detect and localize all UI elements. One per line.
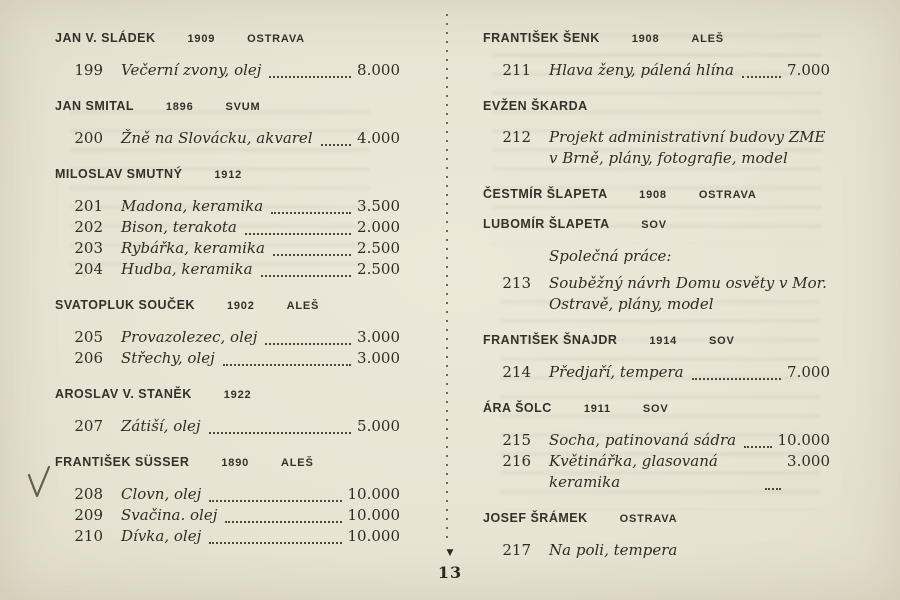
catalog-entry	[55, 60, 400, 81]
entry-title: Zátiší, olej	[121, 417, 201, 435]
catalog-entry	[55, 128, 400, 149]
entry-title: Předjaří, tempera	[549, 363, 684, 381]
artist-section	[55, 166, 400, 280]
dot-leader	[273, 254, 351, 256]
entry-number: 211	[502, 61, 531, 79]
catalog-entry	[55, 196, 400, 217]
right-column	[483, 30, 830, 578]
entry-title: Provazolezec, olej	[121, 328, 258, 346]
entry-title: Žně na Slovácku, akvarel	[121, 129, 313, 147]
artist-place: ALEŠ	[691, 33, 724, 45]
entry-title: Svačina. olej	[121, 506, 218, 524]
artist-header	[55, 297, 400, 315]
entry-price: 2.500	[357, 239, 400, 257]
artist-name: AROSLAV V. STANĚK	[55, 387, 192, 401]
entry-title: Projekt administrativní budovy ZME	[549, 128, 826, 146]
entry-price: 2.500	[357, 260, 400, 278]
artist-header	[483, 98, 830, 115]
catalog-entry	[483, 127, 830, 169]
artist-year: 1896	[165, 101, 194, 113]
catalog-entry	[55, 526, 400, 547]
entry-number: 199	[74, 61, 103, 79]
catalog-entry	[55, 348, 400, 369]
entry-number: 208	[74, 485, 103, 503]
artist-header	[483, 216, 830, 234]
dot-leader	[742, 76, 781, 78]
dot-leader	[692, 378, 781, 380]
artist-section	[483, 98, 830, 169]
entry-title: Na poli, tempera	[549, 541, 678, 559]
entry-title: Madona, keramika	[121, 197, 264, 215]
artist-name: JOSEF ŠRÁMEK	[483, 511, 588, 525]
dot-leader	[265, 343, 351, 345]
artist-header	[483, 510, 830, 528]
artist-section	[483, 332, 830, 383]
dot-leader	[269, 76, 351, 78]
catalog-entry	[483, 60, 830, 81]
artist-year: 1908	[631, 33, 660, 45]
entry-price: 3.000	[787, 452, 830, 470]
entry-title: Květinářka, glasovaná keramika	[549, 452, 718, 491]
dot-leader	[225, 521, 341, 523]
entry-number: 202	[74, 218, 103, 236]
dot-leader	[209, 432, 351, 434]
catalog-entry	[55, 505, 400, 526]
artist-place: OSTRAVA	[619, 513, 678, 525]
entry-price: 10.000	[347, 506, 400, 524]
entry-price: 3.500	[357, 197, 400, 215]
entry-title-line2: Ostravě, plány, model	[549, 295, 714, 313]
artist-name: LUBOMÍR ŠLAPETA	[483, 217, 610, 231]
dot-leader	[261, 275, 351, 277]
entry-title-lines	[549, 127, 825, 169]
entry-title: Večerní zvony, olej	[121, 61, 262, 79]
entry-title: Hudba, keramika	[121, 260, 253, 278]
entry-price: 4.000	[357, 129, 400, 147]
catalog-entry	[55, 327, 400, 348]
entry-title: Dívka, olej	[121, 527, 202, 545]
left-column	[55, 30, 400, 564]
artist-place: SOV	[709, 335, 735, 347]
artist-header	[483, 186, 830, 204]
catalog-entry	[55, 238, 400, 259]
artist-year: 1908	[639, 189, 667, 201]
catalog-entry	[55, 259, 400, 280]
artist-name: MILOSLAV SMUTNÝ	[55, 167, 183, 181]
entry-title: Hlava ženy, pálená hlína	[549, 61, 734, 79]
artist-header	[483, 400, 830, 418]
entry-number: 215	[502, 431, 531, 449]
artist-name: EVŽEN ŠKARDA	[483, 99, 588, 113]
entry-price: 7.000	[787, 363, 830, 381]
entry-price: 8.000	[357, 61, 400, 79]
artist-header	[55, 30, 400, 48]
entry-price: 10.000	[777, 431, 830, 449]
entry-number: 203	[74, 239, 103, 257]
entry-title: Bison, terakota	[121, 218, 237, 236]
artist-name: FRANTIŠEK SÜSSER	[55, 455, 190, 469]
artist-name: FRANTIŠEK ŠNAJDR	[483, 333, 618, 347]
artist-year: 1909	[187, 33, 216, 45]
dot-leader	[321, 144, 351, 146]
entry-number: 210	[74, 527, 103, 545]
dot-leader	[223, 364, 351, 366]
artist-header	[55, 166, 400, 184]
artist-section	[55, 297, 400, 369]
artist-section	[483, 30, 830, 81]
entry-title: Rybářka, keramika	[121, 239, 265, 257]
artist-year: 1902	[226, 300, 255, 312]
artist-header	[55, 454, 400, 472]
joint-work-note: Společná práce:	[549, 247, 672, 265]
entry-title: Souběžný návrh Domu osvěty v Mor.	[549, 274, 827, 292]
artist-section	[55, 386, 400, 437]
artist-header	[483, 332, 830, 350]
artist-name: ÁRA ŠOLC	[483, 401, 552, 415]
artist-place: OSTRAVA	[698, 189, 757, 201]
catalog-entry	[55, 484, 400, 505]
artist-section	[483, 216, 830, 315]
artist-section	[483, 400, 830, 493]
entry-number: 204	[74, 260, 103, 278]
column-divider	[446, 14, 448, 542]
catalog-entry	[55, 416, 400, 437]
entry-title-line2: v Brně, plány, fotografie, model	[549, 149, 788, 167]
entry-number: 205	[74, 328, 103, 346]
entry-number: 201	[74, 197, 103, 215]
entry-price: 5.000	[357, 417, 400, 435]
entry-title-lines	[549, 273, 827, 315]
catalog-entry	[483, 362, 830, 383]
artist-year: 1922	[223, 389, 252, 401]
artist-place: SVUM	[225, 101, 261, 113]
dot-leader	[271, 212, 351, 214]
artist-year: 1890	[221, 457, 250, 469]
entry-number: 207	[74, 417, 103, 435]
entry-title: Clovn, olej	[121, 485, 202, 503]
artist-name: JAN SMITAL	[55, 99, 134, 113]
entry-number: 217	[502, 541, 531, 559]
entry-number: 214	[502, 363, 531, 381]
catalog-entry	[55, 217, 400, 238]
artist-header	[55, 98, 400, 116]
entry-number: 206	[74, 349, 103, 367]
entry-title: Socha, patinovaná sádra	[549, 431, 737, 449]
entry-price: 7.000	[787, 61, 830, 79]
artist-place: SOV	[642, 403, 669, 415]
page-footer	[0, 548, 900, 582]
dot-leader	[245, 233, 351, 235]
artist-name: SVATOPLUK SOUČEK	[55, 298, 195, 312]
entry-price: 3.000	[357, 349, 400, 367]
entry-title: Střechy, olej	[121, 349, 215, 367]
entry-number: 216	[502, 452, 531, 470]
artist-place: ALEŠ	[286, 300, 320, 312]
entry-number: 212	[502, 128, 531, 146]
artist-place: SOV	[641, 219, 667, 231]
dot-leader	[209, 542, 341, 544]
artist-section	[483, 186, 830, 204]
catalog-entry	[483, 430, 830, 451]
dot-leader	[744, 446, 771, 448]
artist-year: 1912	[214, 169, 243, 181]
catalog-entry	[483, 273, 830, 315]
entry-number: 209	[74, 506, 103, 524]
artist-header	[55, 386, 400, 404]
dot-leader	[765, 488, 781, 490]
entry-price: 2.000	[357, 218, 400, 236]
artist-section	[55, 30, 400, 81]
catalog-entry	[483, 451, 830, 493]
entry-price: 3.000	[357, 328, 400, 346]
artist-year: 1911	[583, 403, 611, 415]
entry-price: 10.000	[347, 527, 400, 545]
pencil-checkmark-icon	[26, 464, 52, 500]
artist-name: FRANTIŠEK ŠENK	[483, 31, 600, 45]
page-number: 13	[437, 563, 463, 582]
artist-section	[55, 98, 400, 149]
entry-number: 200	[74, 129, 103, 147]
entry-price: 10.000	[347, 485, 400, 503]
artist-year: 1914	[649, 335, 678, 347]
artist-name: ČESTMÍR ŠLAPETA	[483, 187, 608, 201]
dot-leader	[209, 500, 341, 502]
artist-place: ALEŠ	[281, 457, 314, 469]
down-triangle-icon: ▼	[446, 548, 454, 558]
artist-name: JAN V. SLÁDEK	[55, 31, 156, 45]
artist-header	[483, 30, 830, 48]
artist-place: OSTRAVA	[247, 33, 305, 45]
artist-section	[55, 454, 400, 547]
entry-number: 213	[502, 274, 531, 292]
